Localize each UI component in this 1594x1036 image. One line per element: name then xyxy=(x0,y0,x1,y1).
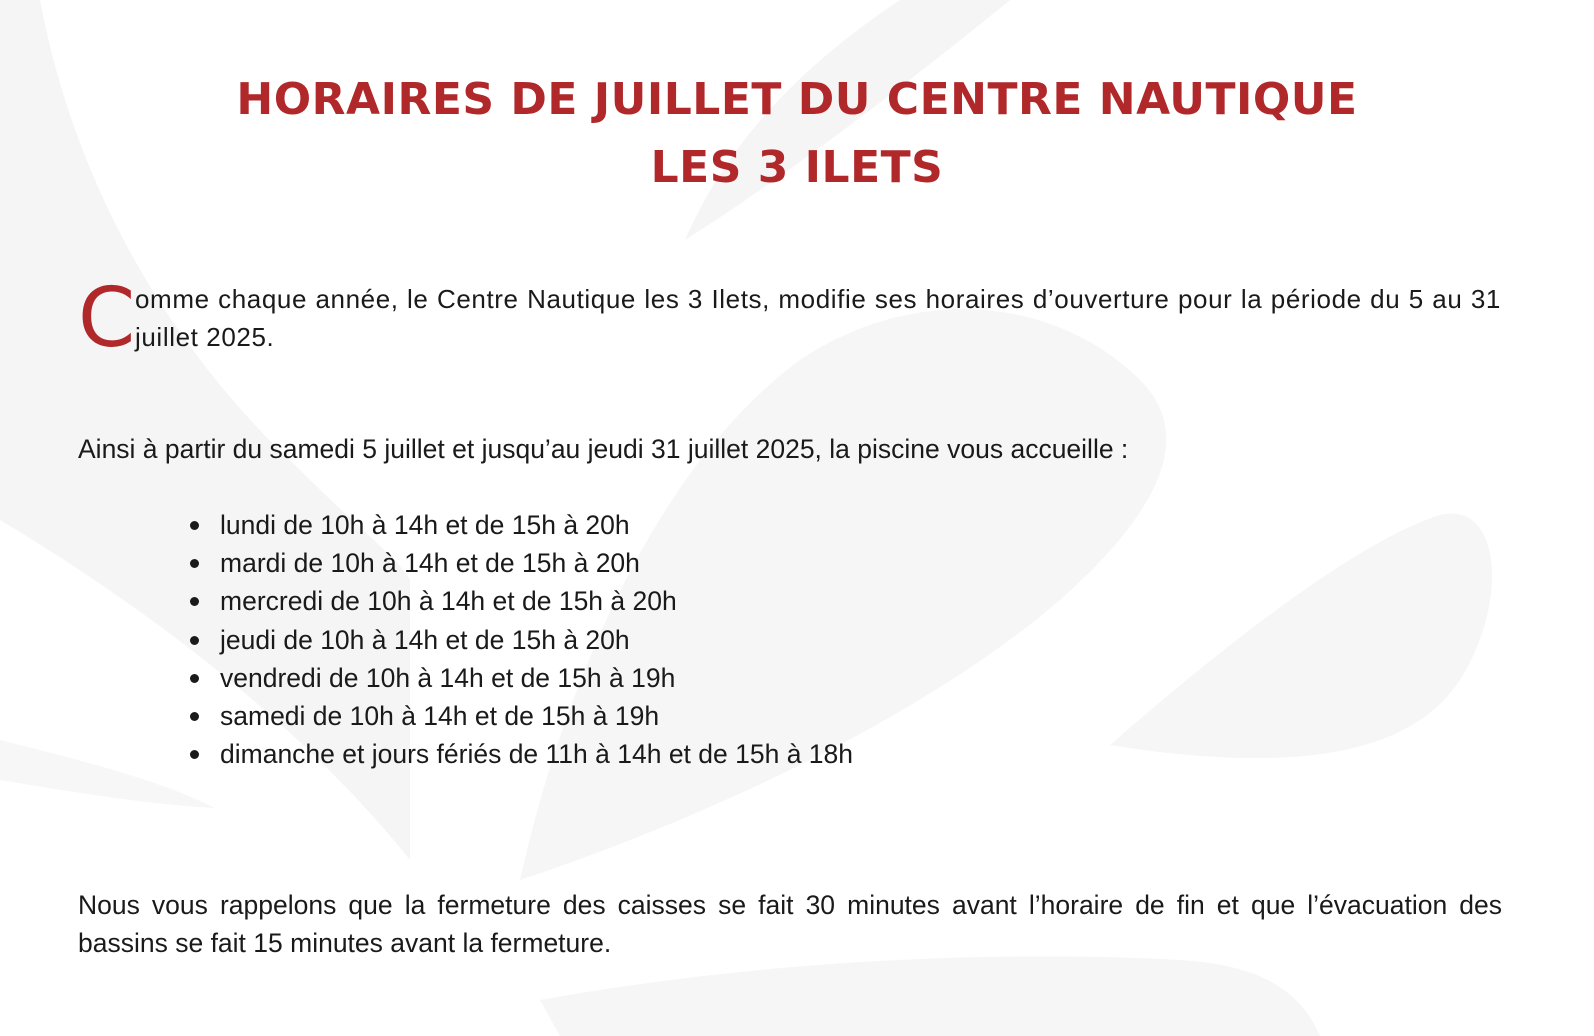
page-title xyxy=(0,66,1594,202)
list-item xyxy=(180,506,853,544)
schedule-item-text: vendredi de 10h à 14h et de 15h à 19h xyxy=(220,662,676,693)
schedule-item-text: jeudi de 10h à 14h et de 15h à 20h xyxy=(220,624,630,655)
list-item xyxy=(180,697,853,735)
bullet-icon xyxy=(190,636,199,645)
list-item xyxy=(180,621,853,659)
bullet-icon xyxy=(190,559,199,568)
drop-cap: C xyxy=(78,271,136,366)
bullet-icon xyxy=(190,521,199,530)
bullet-icon xyxy=(190,597,199,606)
list-item xyxy=(180,544,853,582)
period-paragraph: Ainsi à partir du samedi 5 juillet et jusqu’au jeudi 31 juillet 2025, la piscine vous accueille : xyxy=(78,434,1129,464)
list-item xyxy=(180,582,853,620)
schedule-item-text: lundi de 10h à 14h et de 15h à 20h xyxy=(220,510,630,540)
schedule-item-text: mercredi de 10h à 14h et de 15h à 20h xyxy=(220,586,677,617)
bullet-icon xyxy=(190,674,199,683)
page-title-line-1: HORAIRES DE JUILLET DU CENTRE NAUTIQUE xyxy=(236,74,1358,125)
list-item xyxy=(180,735,853,773)
closing-paragraph: Nous vous rappelons que la fermeture des caisses se fait 30 minutes avant l’horaire de fin et que l’évacuation des bassins se fait 15 minutes avant la fermeture. xyxy=(78,890,1502,958)
schedule-item-text: samedi de 10h à 14h et de 15h à 19h xyxy=(220,701,660,732)
schedule-item-text: mardi de 10h à 14h et de 15h à 20h xyxy=(220,548,640,579)
bullet-icon xyxy=(190,712,199,721)
schedule-item-text: dimanche et jours fériés de 11h à 14h et de 15h à 18h xyxy=(220,739,854,770)
bullet-icon xyxy=(190,750,199,759)
page-title-line-2: LES 3 ILETS xyxy=(650,142,944,193)
schedule-list xyxy=(180,506,853,773)
list-item xyxy=(180,659,853,697)
intro-text: omme chaque année, le Centre Nautique les 3 Ilets, modifie ses horaires d’ouverture pour la période du 5 au 31 juillet 2025. xyxy=(135,284,1501,352)
